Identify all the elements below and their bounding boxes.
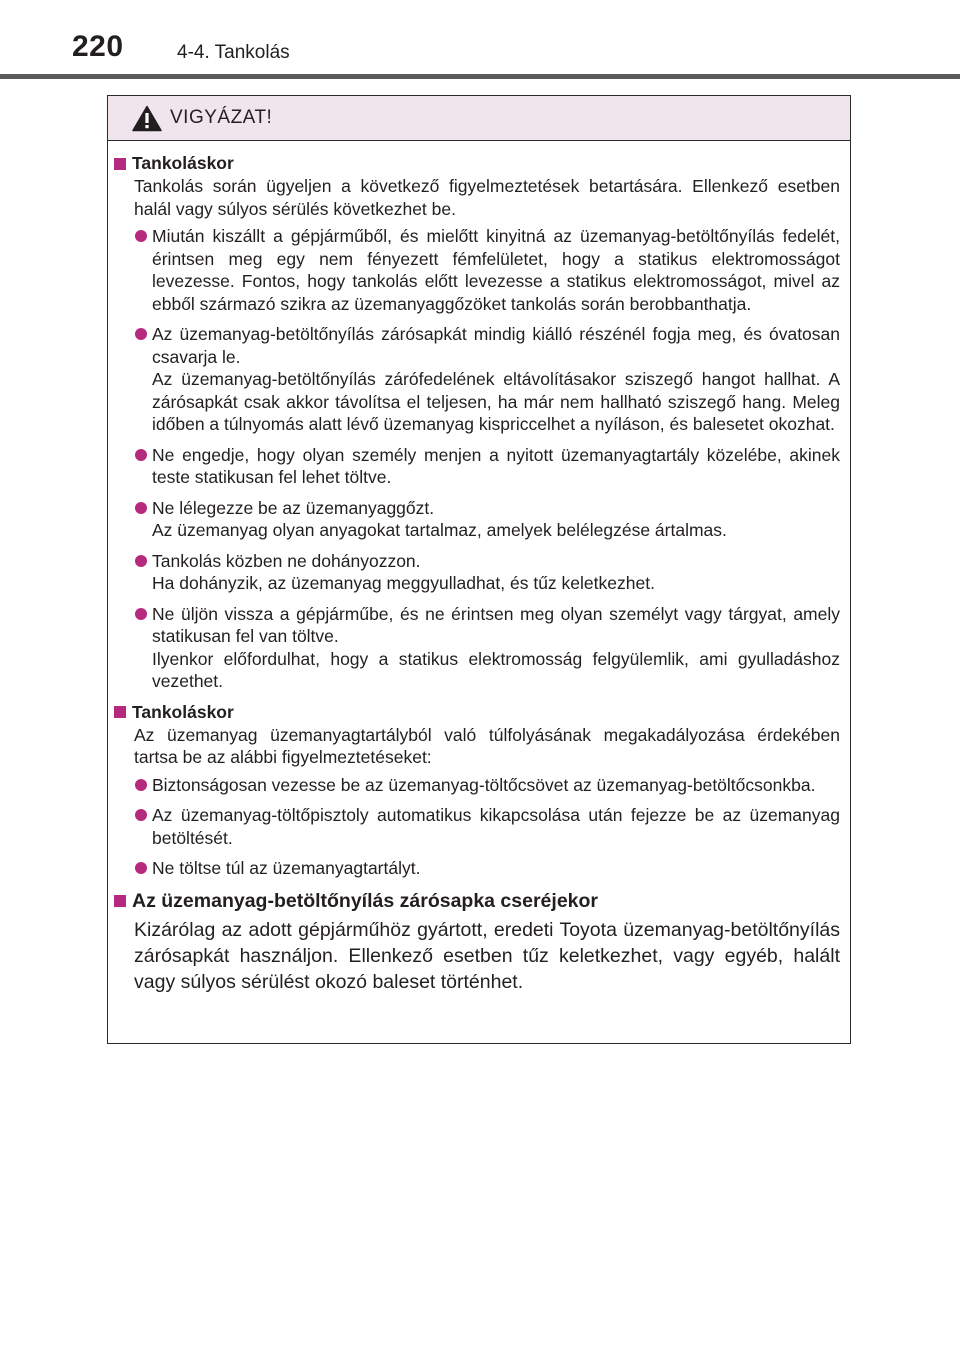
page-number: 220 [72, 30, 124, 63]
list-item [114, 804, 840, 849]
caution-body [108, 141, 850, 995]
section-intro: Kizárólag az adott gépjárműhöz gyártott, eredeti Toyota üzemanyag-betöltőnyílás zárósapkát használjon. Ellenkező esetben tűz keletkezhet, vagy egyéb, halált vagy súlyos sérülést okozó baleset történhet. [134, 918, 840, 993]
list-item [114, 550, 840, 595]
square-bullet-icon [114, 158, 126, 170]
bullet-text: Tankolás közben ne dohányozzon. [152, 550, 421, 571]
caution-box [107, 95, 851, 1044]
bullet-text: Biztonságosan vezesse be az üzemanyag-töltőcsövet az üzemanyag-betöltőcsonkba. [152, 774, 816, 795]
bullet-text: Az üzemanyag-betöltőnyílás zárófedelének eltávolításakor sziszegő hangot hallhat. A zárósapkát csak akkor távolítsa el teljesen, ha már nem hallható sziszegő hang. Meleg időben a túlnyomás alatt lévő üzemanyag kispriccelhet a nyíláson, és balesetet okozhat. [152, 369, 840, 434]
bullet-text: Az üzemanyag-betöltőnyílás zárósapkát mindig kiálló részénél fogja meg, és óvatosan csavarja le. [152, 324, 840, 367]
list-item [114, 857, 840, 880]
list-item [114, 323, 840, 436]
section-cap-replacement [114, 888, 840, 995]
bullet-text: Az üzemanyag-töltőpisztoly automatikus kikapcsolása után fejezze be az üzemanyag betöltését. [152, 805, 840, 848]
caution-label: VIGYÁZAT! [170, 107, 273, 128]
section-heading [114, 152, 840, 175]
section-heading-text: Tankoláskor [132, 153, 234, 173]
list-item [114, 497, 840, 542]
section-heading-text: Az üzemanyag-betöltőnyílás zárósapka cseréjekor [132, 889, 599, 912]
list-item [114, 603, 840, 693]
bullet-text: Az üzemanyag olyan anyagokat tartalmaz, amelyek belélegzése ártalmas. [152, 520, 727, 540]
round-bullet-icon [135, 809, 147, 821]
round-bullet-icon [135, 502, 147, 514]
round-bullet-icon [135, 862, 147, 874]
bullet-text: Ilyenkor előfordulhat, hogy a statikus elektromosság felgyülemlik, ami gyulladáshoz vezethet. [152, 648, 840, 691]
warning-triangle-icon [132, 105, 162, 132]
list-item [114, 774, 840, 797]
caution-header [108, 96, 850, 141]
square-bullet-icon [114, 706, 126, 718]
page-header [0, 0, 960, 82]
round-bullet-icon [135, 608, 147, 620]
header-rule [0, 74, 960, 79]
square-bullet-icon [114, 895, 126, 907]
bullet-text: Ne töltse túl az üzemanyagtartályt. [152, 858, 421, 878]
section-heading-text: Tankoláskor [132, 701, 234, 722]
round-bullet-icon [135, 230, 147, 242]
section-heading [114, 701, 840, 724]
bullet-text: Ne lélegezze be az üzemanyaggőzt. [152, 497, 435, 518]
section-heading [114, 888, 840, 915]
round-bullet-icon [135, 779, 147, 791]
bullet-text: Ha dohányzik, az üzemanyag meggyulladhat, és tűz keletkezhet. [152, 573, 655, 593]
bullet-list [114, 774, 840, 880]
section-intro: Az üzemanyag üzemanyagtartályból való túlfolyásának megakadályozása érdekében tartsa be az alábbi figyelmeztetéseket: [134, 724, 840, 767]
round-bullet-icon [135, 328, 147, 340]
round-bullet-icon [135, 449, 147, 461]
bullet-text: Ne engedje, hogy olyan személy menjen a nyitott üzemanyagtartály közelébe, akinek teste statikusan fel lehet töltve. [152, 444, 840, 487]
section-intro: Tankolás során ügyeljen a következő figyelmeztetések betartására. Ellenkező esetben halál vagy súlyos sérülés következhet be. [134, 176, 840, 219]
bullet-list [114, 225, 840, 693]
bullet-text: Miután kiszállt a gépjárműből, és mielőtt kinyitná az üzemanyag-betöltőnyílás fedelét, érintsen meg egy nem fényezett fémfelületet, hogy a statikus elektromosságot levezesse. Fontos, hogy tankolás előtt levezesse a statikus elektromosságot, mivel az ebből származó szikra az üzemanyaggőzöket tankolás során berobbanthatja. [152, 226, 840, 314]
section-refueling-2 [114, 701, 840, 880]
section-refueling-1 [114, 152, 840, 693]
list-item [114, 225, 840, 315]
bullet-text: Ne üljön vissza a gépjárműbe, és ne érintsen meg olyan személyt vagy tárgyat, amely statikusan fel van töltve. [152, 603, 840, 646]
list-item [114, 444, 840, 489]
section-title: 4-4. Tankolás [177, 42, 290, 63]
round-bullet-icon [135, 555, 147, 567]
